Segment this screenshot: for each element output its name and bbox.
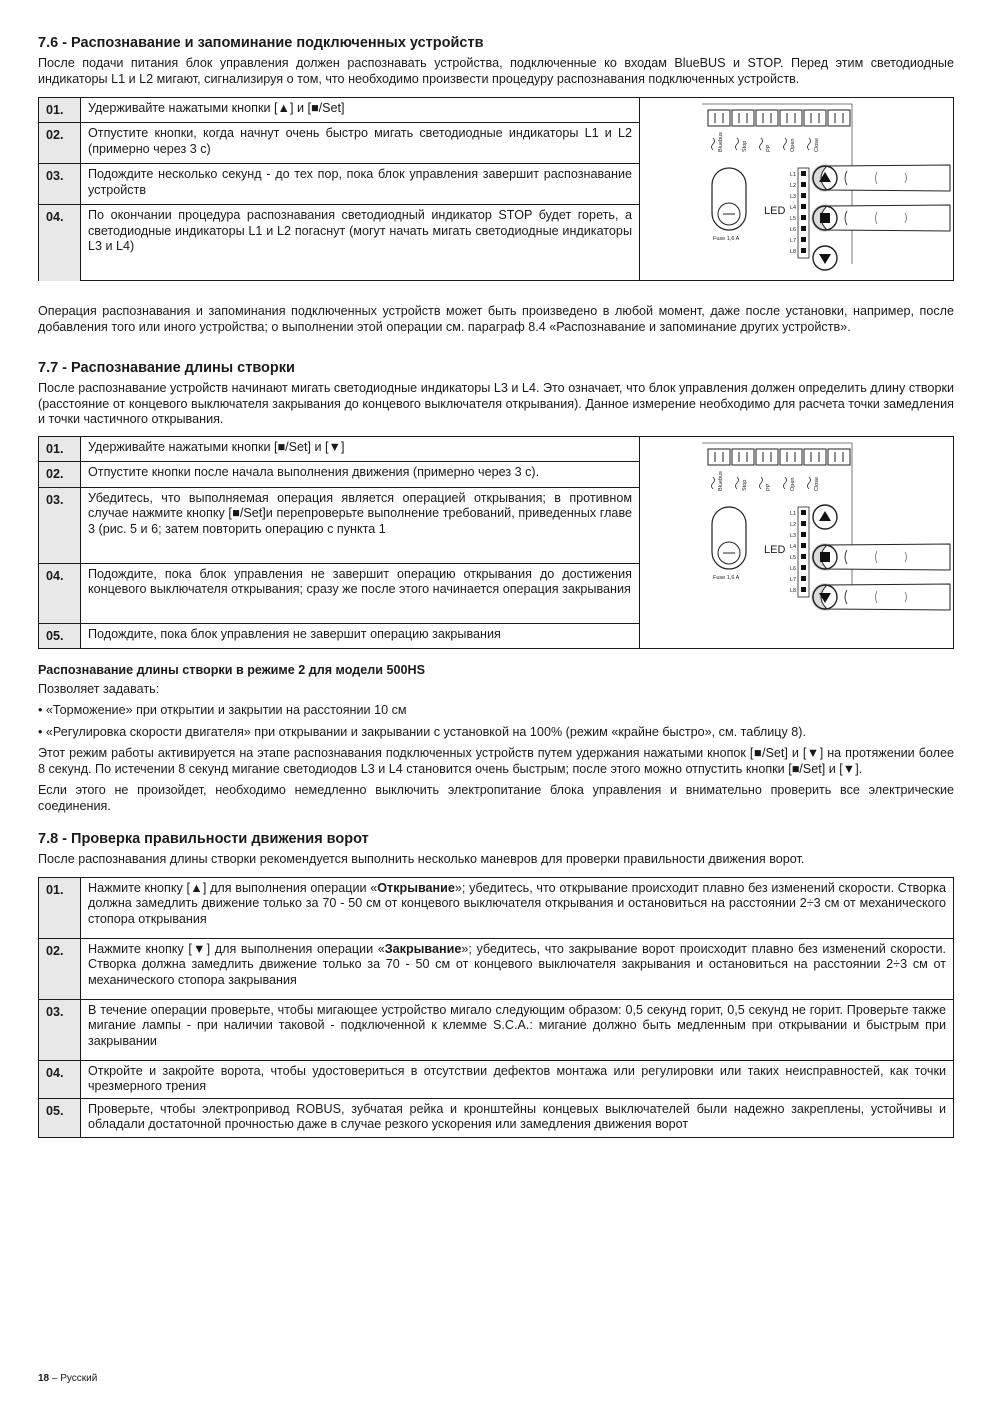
finger-icon	[821, 205, 950, 231]
step-text-part: »; убедитесь, что закрывание ворот происходит плавно без изменений скорости. Створка должна замедлить движение только за 70 - 50 см от концевого выключателя закрывания и остановиться на расстоянии 2÷3 см от механического стопора закрывания	[88, 941, 946, 987]
terminal-block	[780, 110, 802, 126]
step-row	[39, 437, 639, 462]
led-label: L7	[790, 238, 797, 244]
led-label: L3	[790, 532, 797, 539]
step-row	[39, 488, 639, 564]
terminal-label: Bluebus	[718, 470, 724, 491]
led-strip	[798, 168, 809, 258]
footer-language: – Русский	[49, 1373, 98, 1384]
terminal-block	[732, 449, 754, 465]
step-text: Отпустите кнопки, когда начнут очень быстро мигать светодиодные индикаторы L1 и L2 (примерно через 3 с)	[88, 126, 632, 156]
led-label: L2	[790, 183, 797, 189]
step-row	[39, 1061, 953, 1099]
led	[801, 237, 806, 242]
step-number: 01.	[39, 98, 81, 122]
terminal-symbol	[784, 138, 787, 150]
led	[801, 248, 806, 253]
led	[801, 204, 806, 209]
step-row	[39, 1099, 953, 1137]
led-label: L4	[790, 543, 797, 550]
set-square-icon	[820, 552, 830, 562]
page	[38, 34, 954, 1138]
terminal-symbol	[760, 138, 763, 150]
finger-icon	[821, 165, 950, 191]
step-number: 01.	[39, 878, 81, 938]
bullet-item: • «Регулировка скорости двигателя» при открывании и закрывании с установкой на 100% (режим «крайне быстро», см. таблицу 8).	[38, 724, 806, 739]
step-text: Проверьте, чтобы электропривод ROBUS, зубчатая рейка и кронштейны концевых выключателей были надежно закреплены, устойчивы и обладали достаточной прочностью даже в случае резкого ускорения или замедления движения ворот	[88, 1101, 946, 1131]
led-label: L1	[790, 172, 797, 178]
terminal-label: Close	[814, 137, 820, 152]
led-label: L8	[790, 587, 797, 594]
terminal-symbol	[736, 477, 739, 489]
step-text-bold: Открывание	[377, 880, 455, 895]
page-number: 18	[38, 1373, 50, 1384]
terminal-block	[804, 110, 826, 126]
step-text	[81, 878, 953, 938]
step-text: Отпустите кнопки после начала выполнения движения (примерно через 3 с).	[88, 464, 540, 479]
finger-icon	[821, 584, 950, 610]
step-number: 04.	[39, 205, 81, 281]
terminal-label: Bluebus	[718, 132, 724, 152]
step-text: Подождите несколько секунд - до тех пор, пока блок управления завершит распознавание устройств	[88, 167, 632, 197]
step-text: Подождите, пока блок управления не завершит операцию закрывания	[88, 626, 501, 641]
terminal-symbol	[808, 138, 811, 150]
led	[801, 226, 806, 231]
terminal-block	[756, 110, 778, 126]
terminal-label: Stop	[742, 140, 748, 152]
terminal-block	[756, 449, 778, 465]
led-label: L6	[790, 565, 797, 572]
step-text-bold: Закрывание	[384, 941, 462, 956]
control-unit-illustration	[640, 437, 954, 648]
step-row	[39, 878, 953, 939]
step-row	[39, 462, 639, 488]
terminal-label: Open	[790, 477, 796, 491]
step-row	[39, 164, 639, 205]
fuse-label: Fuse 1,6 A	[713, 574, 740, 581]
led-text: LED	[764, 543, 786, 556]
steps-table-7-6	[38, 97, 954, 281]
led-label: L4	[790, 205, 797, 211]
terminal-block	[804, 449, 826, 465]
step-row	[39, 123, 639, 164]
section-title-7-8: 7.8 - Проверка правильности движения ворот	[38, 831, 369, 847]
step-number: 05.	[39, 624, 81, 648]
terminal-symbol	[784, 477, 787, 489]
terminal-block	[780, 449, 802, 465]
step-number: 02.	[39, 939, 81, 999]
terminal-label: Stop	[742, 479, 748, 491]
led-label: L7	[790, 576, 797, 583]
steps-table-7-7	[38, 436, 954, 649]
step-number: 03.	[39, 164, 81, 204]
steps-list	[39, 98, 640, 280]
step-text: Откройте и закройте ворота, чтобы удостовериться в отсутствии дефектов монтажа или регулировки или таких неисправностей, как точки чрезмерного трения	[88, 1063, 946, 1093]
fuse-label: Fuse 1,6 A	[713, 236, 740, 242]
step-number: 03.	[39, 488, 81, 563]
terminal-label: PP	[766, 483, 772, 491]
step-text-part: Нажмите кнопку [▼] для выполнения операции «	[88, 941, 385, 956]
led	[801, 182, 806, 187]
terminal-symbol	[736, 138, 739, 150]
led	[801, 565, 806, 570]
section-title-7-6: 7.6 - Распознавание и запоминание подключенных устройств	[38, 35, 484, 51]
terminal-block	[828, 110, 850, 126]
terminal-block	[708, 110, 730, 126]
led	[801, 587, 806, 592]
terminal-label: Close	[814, 476, 820, 491]
led	[801, 215, 806, 220]
step-number: 05.	[39, 1099, 81, 1137]
step-text	[81, 939, 953, 999]
paragraph: Этот режим работы активируется на этапе распознавания подключенных устройств путем удержания нажатыми кнопок [■/Set] и [▼] на протяжении более 8 секунд. По истечении 8 секунд мигание светодиодов L3 и L4 становится очень быстрым; после этого можно отпустить кнопки [■/Set] и [▼].	[38, 746, 954, 776]
step-text: Удерживайте нажатыми кнопки [▲] и [■/Set]	[88, 101, 345, 115]
step-row	[39, 564, 639, 624]
page-footer	[38, 1373, 97, 1384]
step-number: 01.	[39, 437, 81, 461]
step-row	[39, 98, 639, 123]
set-square-icon	[820, 213, 830, 223]
step-number: 04.	[39, 1061, 81, 1098]
step-text: Удерживайте нажатыми кнопки [■/Set] и [▼]	[88, 439, 345, 454]
step-text: Подождите, пока блок управления не завершит операцию открывания до достижения концевого выключателя открывания; сразу же после этого начинается операция закрывания	[88, 566, 632, 596]
control-unit-figure	[640, 98, 953, 280]
terminal-label: Open	[790, 138, 796, 152]
steps-list	[39, 878, 953, 1137]
step-number: 02.	[39, 123, 81, 163]
led-label: L2	[790, 521, 797, 528]
step-text: По окончании процедура распознавания светодиодный индикатор STOP будет гореть, а светодиодные индикаторы L1 и L2 погаснут (могут начать мигать светодиодные индикаторы L3 и L4)	[88, 208, 632, 253]
bullet-item: • «Торможение» при открытии и закрытии на расстоянии 10 см	[38, 703, 407, 717]
step-text-part: Нажмите кнопку [▲] для выполнения операции «	[88, 880, 378, 895]
terminal-block	[708, 449, 730, 465]
led-label: L3	[790, 194, 797, 200]
step-text: Убедитесь, что выполняемая операция является операцией открывания; в противном случае нажмите кнопку [■/Set]и перепроверьте выполнение требований, приведенных главе 3 (рис. 5 и 6; затем повторить операцию с пункта 1	[88, 490, 632, 536]
led	[801, 576, 806, 581]
subsection-title: Распознавание длины створки в режиме 2 для модели 500HS	[38, 662, 425, 677]
step-number: 02.	[39, 462, 81, 487]
steps-table-7-8	[38, 877, 954, 1138]
step-row	[39, 624, 639, 648]
section-intro-7-6: После подачи питания блок управления должен распознавать устройства, подключенные ко входам BlueBUS и STOP. Перед этим светодиодные индикаторы L1 и L2 мигают, сигнализируя о том, что необходимо произвести процедуру распознавания подключенных устройств.	[38, 56, 954, 86]
paragraph: Если этого не произойдет, необходимо немедленно выключить электропитание блока управления и внимательно проверить все электрические соединения.	[38, 783, 954, 813]
terminal-symbol	[712, 138, 715, 150]
allows-text: Позволяет задавать:	[38, 681, 160, 696]
led-label: L1	[790, 510, 797, 517]
step-row	[39, 1000, 953, 1061]
step-row	[39, 939, 953, 1000]
step-row	[39, 205, 639, 281]
terminal-block	[732, 110, 754, 126]
step-number: 03.	[39, 1000, 81, 1060]
led-label: L5	[790, 554, 797, 561]
section-title-7-7: 7.7 - Распознавание длины створки	[38, 360, 295, 376]
led	[801, 543, 806, 548]
terminal-symbol	[808, 477, 811, 489]
step-text: В течение операции проверьте, чтобы мигающее устройство мигало следующим образом: 0,5 секунд горит, 0,5 секунд не горит. Проверьте также мигание лампы - при наличии таковой - подключенной к клемме S.C.A.: мигание должно быть медленным при открывании и быстрым при закрывании	[88, 1002, 946, 1048]
section-note-7-6: Операция распознавания и запоминания подключенных устройств может быть произведено в любой момент, даже после установки, например, после добавления того или иного устройства; о выполнении этой операции см. параграф 8.4 «Распознавание и запоминание других устройств».	[38, 304, 954, 334]
terminal-symbol	[712, 477, 715, 489]
terminal-label: PP	[766, 144, 772, 152]
led	[801, 510, 806, 515]
led-strip	[798, 507, 809, 597]
led	[801, 171, 806, 176]
terminal-block	[828, 449, 850, 465]
terminal-symbol	[760, 477, 763, 489]
led	[801, 193, 806, 198]
finger-icon	[821, 544, 950, 570]
step-number: 04.	[39, 564, 81, 623]
led	[801, 532, 806, 537]
led	[801, 521, 806, 526]
led-label: L6	[790, 227, 797, 233]
led-label: L5	[790, 216, 797, 222]
steps-list	[39, 437, 640, 648]
section-intro-7-8: После распознавания длины створки рекомендуется выполнить несколько маневров для проверки правильности движения ворот.	[38, 852, 805, 866]
control-unit-illustration	[640, 98, 954, 280]
led	[801, 554, 806, 559]
control-unit-figure	[640, 437, 953, 648]
led-text: LED	[764, 205, 786, 217]
step-text-part: »; убедитесь, что открывание происходит плавно без изменений скорости. Створка должна замедлить движение только за 70 - 50 см от концевого выключателя открывания и остановиться на расстоянии 2÷3 см от механического стопора открывания	[88, 880, 946, 926]
led-label: L8	[790, 249, 797, 255]
section-intro-7-7: После распознавание устройств начинают мигать светодиодные индикаторы L3 и L4. Это означает, что блок управления должен определить длину створки (расстояние от концевого выключателя закрывания до концевого выключателя открывания). Данное измерение необходимо для расчета точки замедления и точки частичного открывания.	[38, 381, 954, 426]
